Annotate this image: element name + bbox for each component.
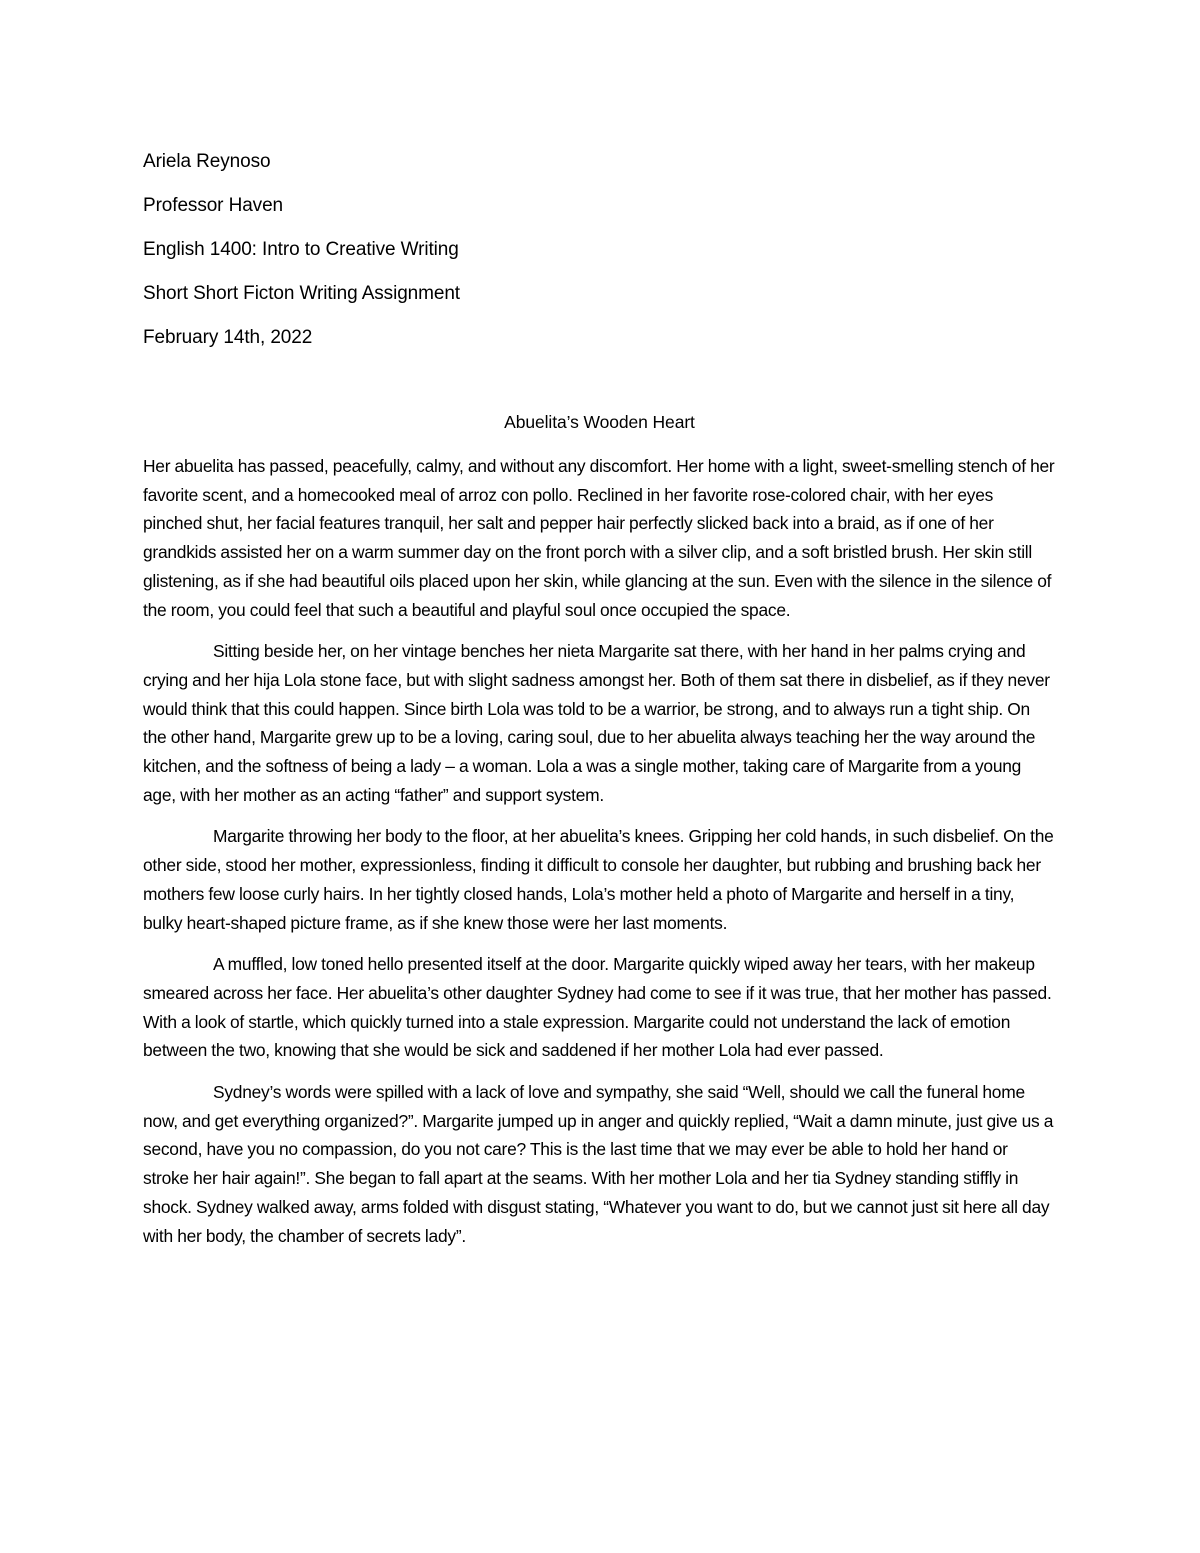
paragraph: Her abuelita has passed, peacefully, calmy, and without any discomfort. Her home with a light, sweet-smelling stench of her favorite scent, and a homecooked meal of arroz con pollo. Reclined in her favorite rose-colored chair, with her eyes pinched shut, her facial features tranquil, her salt and pepper hair perfectly slicked back into a braid, as if one of her grandkids assisted her on a warm summer day on the front porch with a silver clip, and a soft bristled brush. Her skin still glistening, as if she had beautiful oils placed upon her skin, while glancing at the sun. Even with the silence in the silence of the room, you could feel that such a beautiful and playful soul once occupied the space. bbox=[143, 456, 1055, 620]
story-body bbox=[143, 452, 1056, 1263]
paragraph: Margarite throwing her body to the floor, at her abuelita’s knees. Gripping her cold hands, in such disbelief. On the other side, stood her mother, expressionless, finding it difficult to console her daughter, but rubbing and brushing back her mothers few loose curly hairs. In her tightly closed hands, Lola’s mother held a photo of Margarite and herself in a tiny, bulky heart-shaped picture frame, as if she knew those were her last moments. bbox=[143, 826, 1054, 933]
document-date: February 14th, 2022 bbox=[143, 327, 313, 348]
author-name: Ariela Reynoso bbox=[143, 151, 271, 172]
professor-name: Professor Haven bbox=[143, 195, 284, 216]
course-name: English 1400: Intro to Creative Writing bbox=[143, 239, 459, 260]
paragraph: A muffled, low toned hello presented itself at the door. Margarite quickly wiped away her tears, with her makeup smeared across her face. Her abuelita’s other daughter Sydney had come to see if it was true, that her mother has passed. With a look of startle, which quickly turned into a stale expression. Margarite could not understand the lack of emotion between the two, knowing that she would be sick and saddened if her mother Lola had ever passed. bbox=[143, 954, 1052, 1061]
story-title: Abuelita’s Wooden Heart bbox=[504, 412, 695, 432]
document-header bbox=[143, 140, 1063, 360]
assignment-name: Short Short Ficton Writing Assignment bbox=[143, 283, 460, 304]
paragraph: Sitting beside her, on her vintage benches her nieta Margarite sat there, with her hand in her palms crying and crying and her hija Lola stone face, but with slight sadness amongst her. Both of them sat there in disbelief, as if they never would think that this could happen. Since birth Lola was told to be a warrior, be strong, and to always run a tight ship. On the other hand, Margarite grew up to be a loving, caring soul, due to her abuelita always teaching her the way around the kitchen, and the softness of being a lady – a woman. Lola a was a single mother, taking care of Margarite from a young age, with her mother as an acting “father” and support system. bbox=[143, 641, 1050, 805]
paragraph: Sydney’s words were spilled with a lack of love and sympathy, she said “Well, should we call the funeral home now, and get everything organized?”. Margarite jumped up in anger and quickly replied, “Wait a damn minute, just give us a second, have you no compassion, do you not care? This is the last time that we may ever be able to hold her hand or stroke her hair again!”. She began to fall apart at the seams. With her mother Lola and her tia Sydney standing stiffly in shock. Sydney walked away, arms folded with disgust stating, “Whatever you want to do, but we cannot just sit here all day with her body, the chamber of secrets lady”. bbox=[143, 1082, 1054, 1246]
